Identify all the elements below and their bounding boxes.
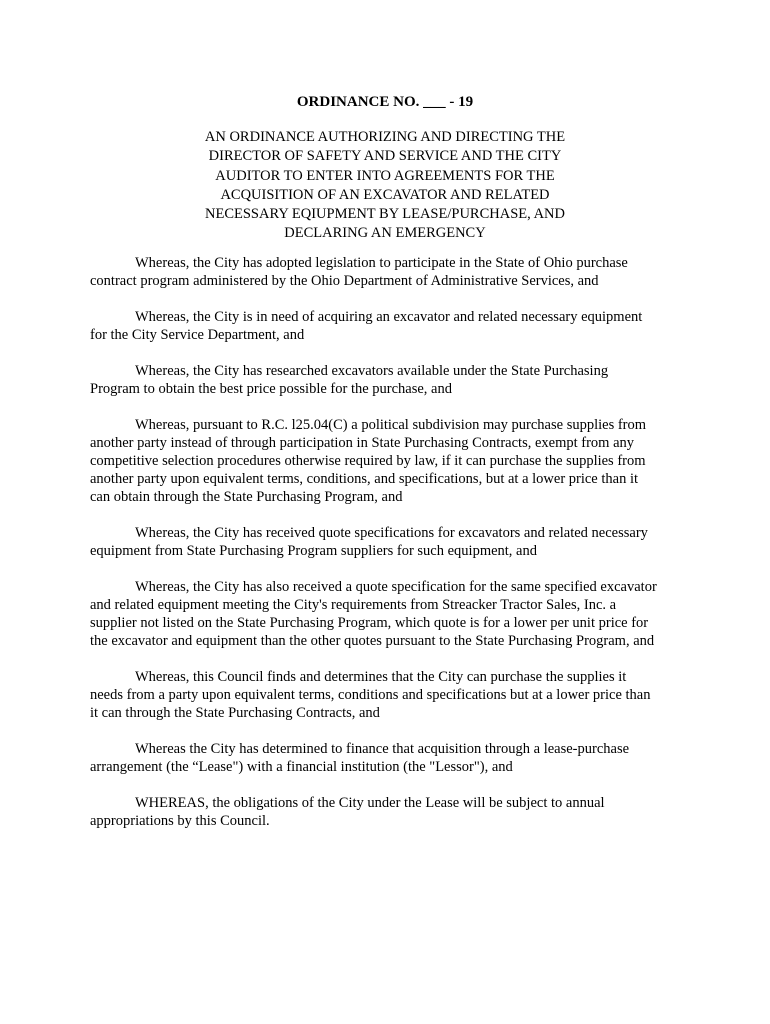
paragraph-line: appropriations by this Council. (90, 813, 270, 829)
paragraph-line: Whereas, the City has also received a quote specification for the same specified excavator (135, 579, 657, 595)
subtitle-line: NECESSARY EQIUPMENT BY LEASE/PURCHASE, AND (205, 206, 565, 223)
paragraph-line: equipment from State Purchasing Program suppliers for such equipment, and (90, 543, 537, 559)
paragraph-line: Whereas, pursuant to R.C. l25.04(C) a political subdivision may purchase supplies from (135, 417, 647, 433)
whereas-paragraph-3 (90, 362, 690, 398)
paragraph-line: Program to obtain the best price possible for the purchase, and (90, 381, 452, 397)
subtitle-line: DECLARING AN EMERGENCY (284, 225, 486, 242)
ordinance-title: ORDINANCE NO. ___ - 19 (296, 94, 474, 110)
whereas-paragraph-4 (90, 416, 690, 506)
whereas-paragraph-2 (90, 308, 690, 344)
subtitle-line: DIRECTOR OF SAFETY AND SERVICE AND THE CITY (208, 148, 562, 165)
subtitle-line: AUDITOR TO ENTER INTO AGREEMENTS FOR THE (215, 167, 555, 184)
whereas-paragraph-9 (90, 794, 690, 830)
ordinance-subtitle (185, 128, 585, 244)
subtitle-line: AN ORDINANCE AUTHORIZING AND DIRECTING THE (204, 129, 566, 145)
subtitle-line: ACQUISITION OF AN EXCAVATOR AND RELATED (220, 186, 550, 203)
whereas-paragraph-7 (90, 668, 690, 722)
paragraph-line: Whereas, the City has researched excavators available under the State Purchasing (135, 363, 609, 379)
paragraph-line: Whereas, this Council finds and determines that the City can purchase the supplies it (135, 669, 627, 685)
ordinance-body (90, 254, 690, 848)
whereas-paragraph-6 (90, 578, 690, 650)
paragraph-line: another party upon equivalent terms, conditions, and specifications, but at a lower price than it (90, 471, 639, 487)
paragraph-line: competitive selection procedures otherwise required by law, if it can purchase the supplies from (90, 453, 646, 469)
paragraph-line: and related equipment meeting the City's requirements from Streacker Tractor Sales, Inc. a (90, 597, 617, 613)
paragraph-line: Whereas the City has determined to finance that acquisition through a lease-purchase (135, 741, 630, 757)
paragraph-line: the excavator and equipment than the other quotes pursuant to the State Purchasing Program, and (90, 633, 655, 649)
paragraph-line: arrangement (the “Lease") with a financial institution (the "Lessor"), and (90, 759, 513, 775)
paragraph-line: WHEREAS, the obligations of the City under the Lease will be subject to annual (135, 795, 605, 811)
paragraph-line: can obtain through the State Purchasing Program, and (90, 489, 403, 505)
paragraph-line: needs from a party upon equivalent terms, conditions and specifications but at a lower price than (90, 687, 651, 703)
paragraph-line: supplier not listed on the State Purchasing Program, which quote is for a lower per unit price for (90, 615, 649, 631)
whereas-paragraph-5 (90, 524, 690, 560)
whereas-paragraph-1 (90, 254, 690, 290)
paragraph-line: Whereas, the City has adopted legislation to participate in the State of Ohio purchase (135, 255, 628, 271)
paragraph-line: Whereas, the City is in need of acquiring an excavator and related necessary equipment (135, 309, 643, 325)
paragraph-line: contract program administered by the Ohio Department of Administrative Services, and (90, 273, 599, 289)
paragraph-line: it can through the State Purchasing Contracts, and (90, 705, 380, 721)
whereas-paragraph-8 (90, 740, 690, 776)
paragraph-line: for the City Service Department, and (90, 327, 305, 343)
paragraph-line: Whereas, the City has received quote specifications for excavators and related necessary (135, 525, 648, 541)
paragraph-line: another party instead of through participation in State Purchasing Contracts, exempt from any (90, 435, 635, 451)
